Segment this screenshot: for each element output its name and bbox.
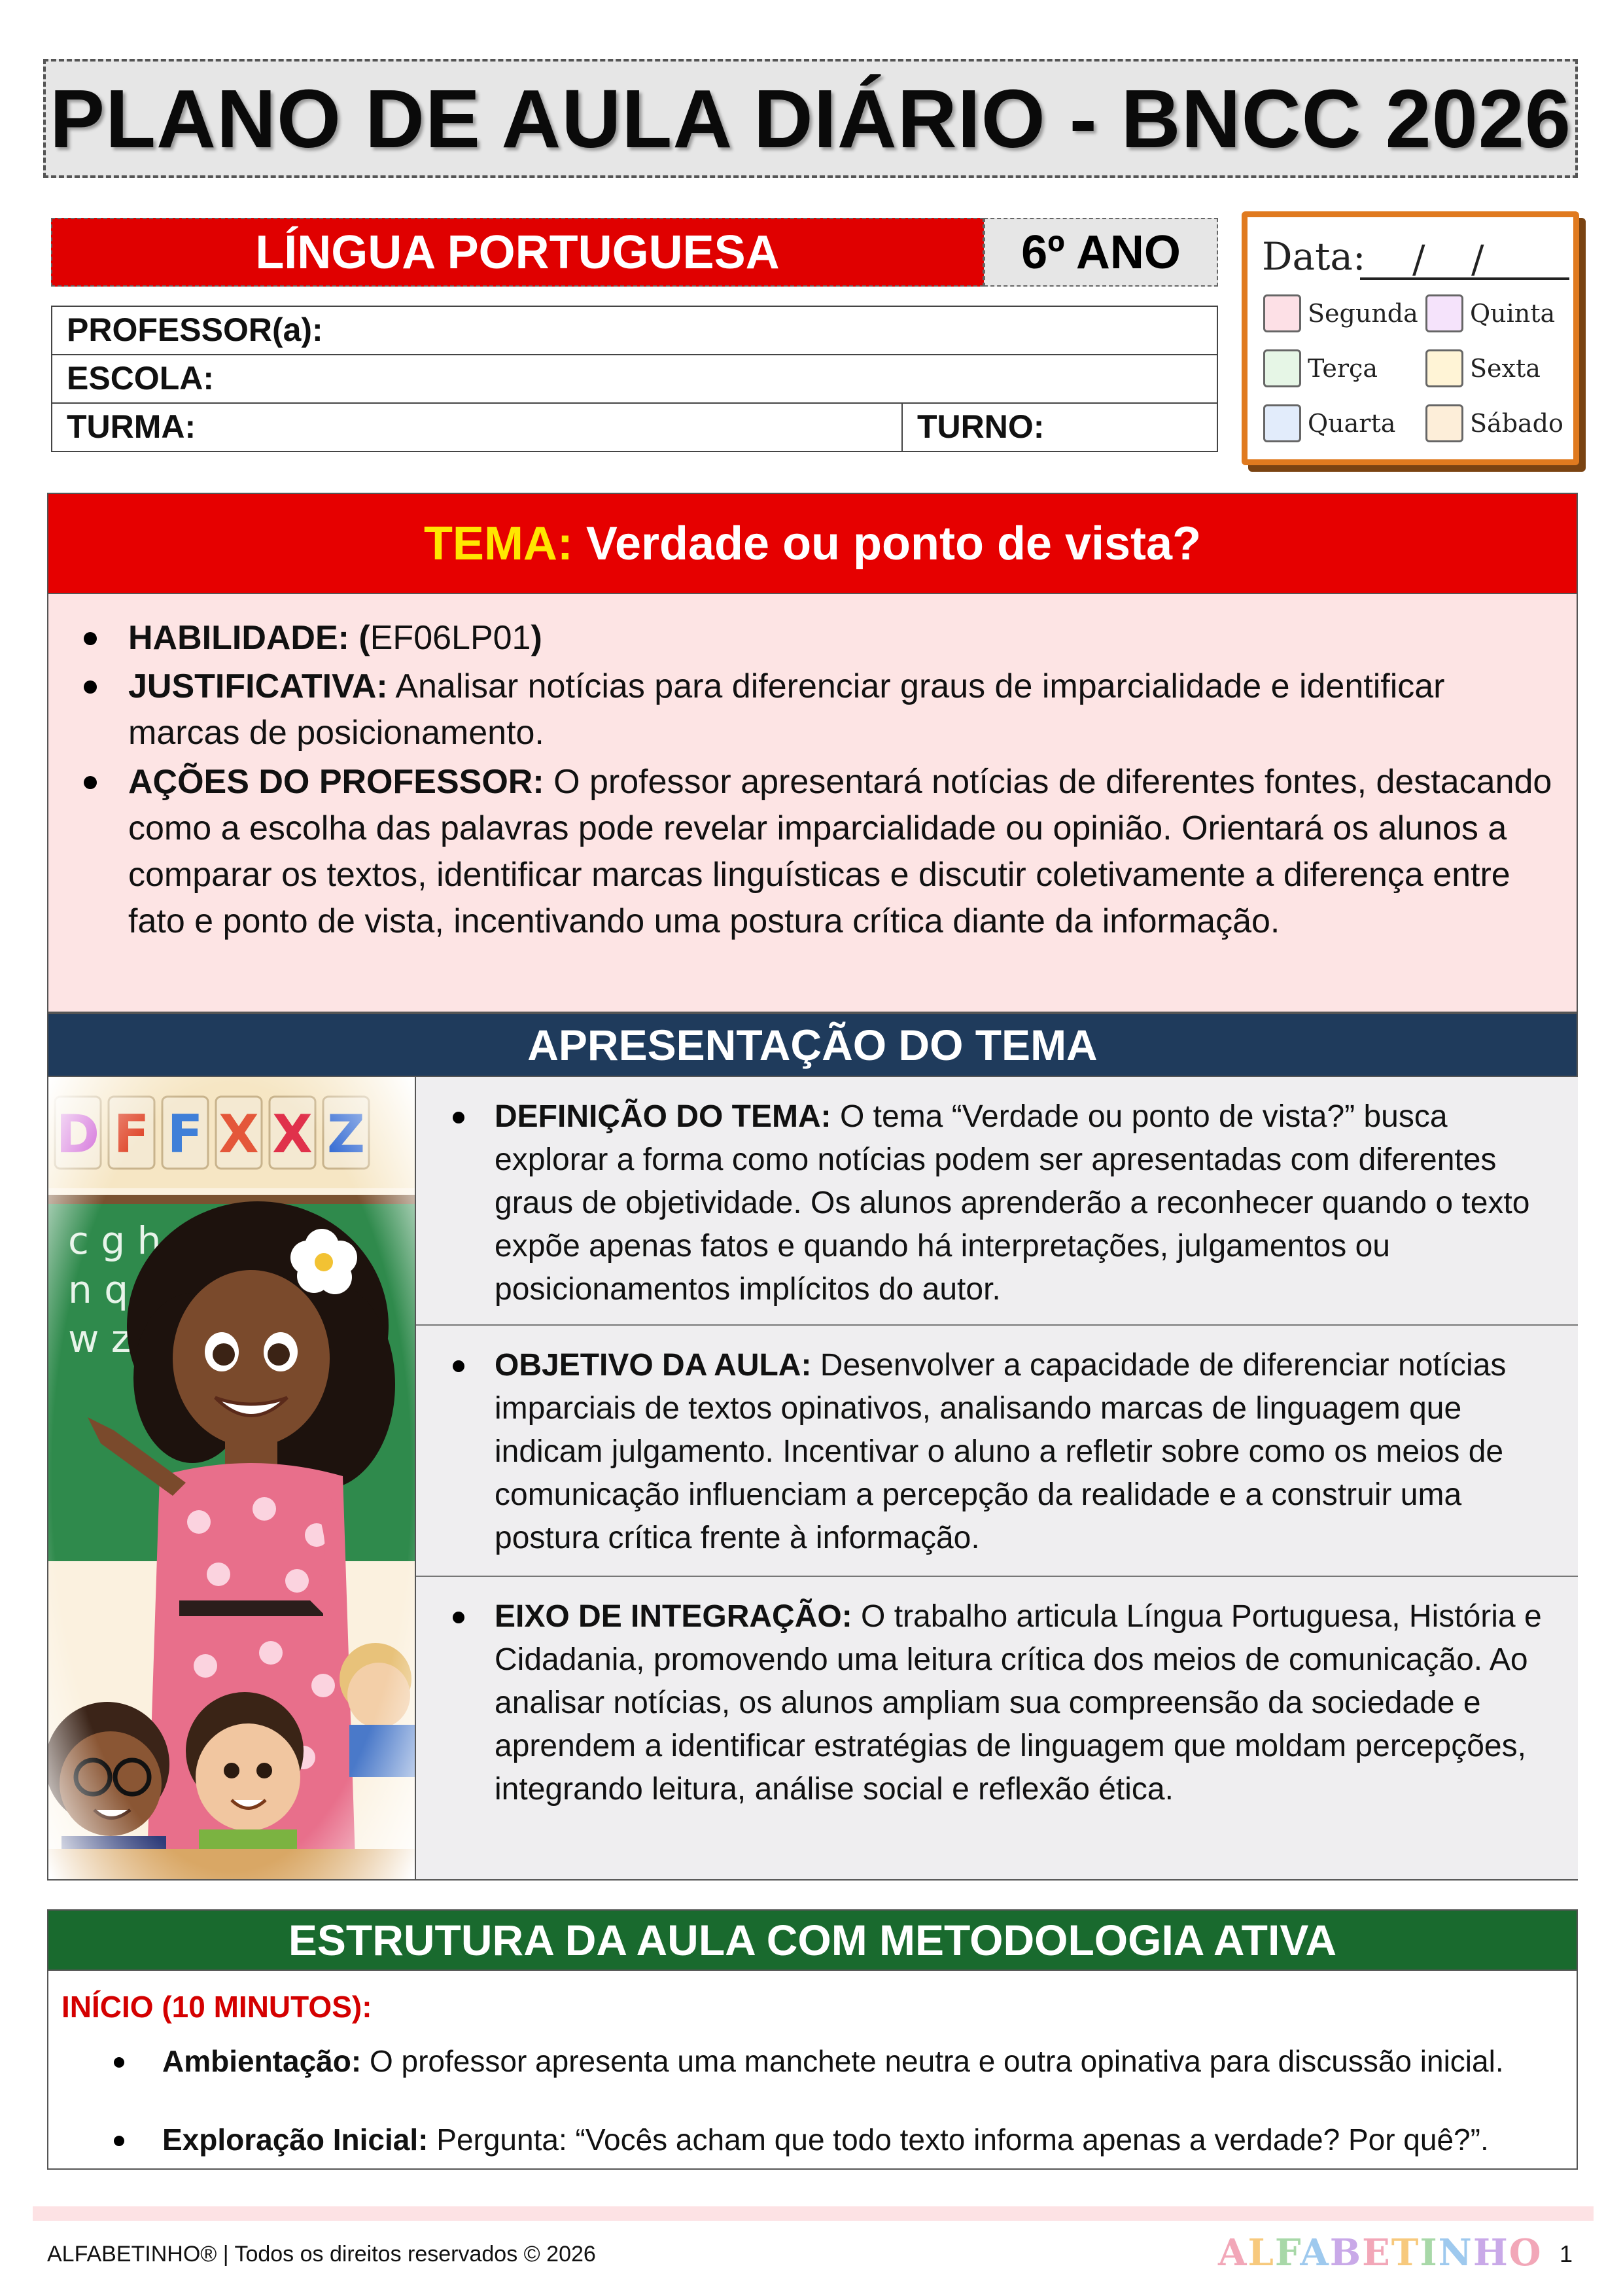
turno-label: TURNO: — [917, 408, 1045, 445]
professor-label: PROFESSOR(a): — [67, 311, 323, 348]
logo-letter: B — [1329, 2231, 1363, 2274]
professor-row[interactable] — [52, 307, 1217, 355]
tema-title — [424, 517, 1201, 571]
footer-logo — [1218, 2231, 1543, 2274]
footer-copyright: ALFABETINHO® | Todos os direitos reservados © 2026 — [47, 2242, 596, 2267]
definicao-item — [495, 1095, 1561, 1311]
habilidade-close: ) — [531, 619, 542, 657]
bullet — [84, 776, 97, 789]
logo-letter: O — [1509, 2231, 1543, 2274]
checkbox[interactable] — [1425, 349, 1463, 387]
logo-letter: A — [1218, 2231, 1248, 2274]
tema-body — [47, 594, 1578, 1013]
escola-row[interactable] — [52, 355, 1217, 404]
eixo-text: O trabalho articula Língua Portuguesa, História e Cidadania, promovendo uma leitura crítica dos meios de comunicação. Ao analisar notícias, os alunos ampliam sua compreensão da sociedade e aprendem a identificar estratégias de linguagem que moldam percepções, integrando leitura, análise social e reflexão ética. — [495, 1599, 1542, 1807]
checkbox[interactable] — [1263, 404, 1301, 442]
acoes-item — [128, 759, 1554, 945]
apresentacao-title: APRESENTAÇÃO DO TEMA — [527, 1021, 1098, 1069]
logo-letter: N — [1438, 2231, 1473, 2274]
objetivo-cell — [416, 1326, 1578, 1577]
checkbox[interactable] — [1263, 294, 1301, 332]
exploracao-item — [162, 2120, 1536, 2159]
tema-header — [47, 493, 1578, 594]
logo-letter: H — [1473, 2231, 1509, 2274]
eixo-label: EIXO DE INTEGRAÇÃO: — [495, 1599, 852, 1634]
teacher-illustration-image — [48, 1077, 415, 1879]
logo-letter: L — [1248, 2231, 1275, 2274]
subject-banner — [51, 218, 984, 287]
subject-label: LÍNGUA PORTUGUESA — [255, 226, 780, 279]
justificativa-label: JUSTIFICATIVA: — [128, 667, 388, 705]
date-slash: / — [1412, 237, 1425, 281]
ambientacao-text: O professor apresenta uma manchete neutra e outra opinativa para discussão inicial. — [369, 2044, 1504, 2078]
ambientacao-item — [162, 2041, 1536, 2081]
day-checkbox-segunda[interactable]: Segunda — [1263, 294, 1418, 332]
day-checkbox-sexta[interactable]: Sexta — [1425, 349, 1541, 387]
bullet — [114, 2136, 124, 2146]
objetivo-label: OBJETIVO DA AULA: — [495, 1348, 812, 1383]
page-title: PLANO DE AULA DIÁRIO - BNCC 2026 — [50, 72, 1571, 165]
grade-label: 6º ANO — [1021, 226, 1181, 279]
bullet — [453, 1360, 464, 1372]
row-divider — [901, 404, 903, 451]
logo-letter: A — [1300, 2231, 1330, 2274]
grade-banner — [984, 218, 1218, 287]
apresentacao-header — [47, 1013, 1578, 1077]
logo-letter: I — [1420, 2231, 1439, 2274]
definicao-text: O tema “Verdade ou ponto de vista?” busca explorar a forma como notícias podem ser apresentadas com diferentes graus de objetividade. Os alunos aprenderão a reconhecer quando o texto expõe apenas fatos e quando há interpretações, julgamentos ou posicionamentos implícitos do autor. — [495, 1099, 1530, 1307]
exploracao-label: Exploração Inicial: — [162, 2123, 428, 2157]
tema-value: Verdade ou ponto de vista? — [585, 517, 1202, 570]
ambientacao-label: Ambientação: — [162, 2044, 362, 2078]
eixo-cell — [416, 1577, 1578, 1879]
date-label: Data: — [1262, 234, 1366, 279]
justificativa-item — [128, 663, 1554, 756]
title-banner — [43, 59, 1578, 178]
bullet — [84, 632, 97, 645]
turma-label: TURMA: — [67, 408, 196, 445]
logo-letter: F — [1274, 2231, 1300, 2274]
objetivo-text: Desenvolver a capacidade de diferenciar notícias imparciais de textos opinativos, analisando marcas de linguagem que indicam julgamento. Incentivar o aluno a refletir sobre como os meios de comunicação influenciam a percepção da realidade e a construir uma postura crítica frente à informação. — [495, 1348, 1507, 1555]
date-card — [1242, 211, 1579, 465]
bullet — [453, 1612, 464, 1623]
acoes-label: AÇÕES DO PROFESSOR: — [128, 763, 544, 801]
day-checkbox-quarta[interactable]: Quarta — [1263, 404, 1395, 442]
eixo-item — [495, 1595, 1561, 1811]
page-number: 1 — [1560, 2240, 1573, 2267]
footer-band — [33, 2206, 1594, 2221]
estrutura-header — [47, 1909, 1578, 1971]
definicao-cell — [416, 1077, 1578, 1326]
date-field[interactable] — [1360, 237, 1569, 280]
turma-row[interactable] — [52, 404, 1217, 451]
habilidade-label: HABILIDADE: ( — [128, 619, 370, 657]
day-checkbox-quinta[interactable]: Quinta — [1425, 294, 1555, 332]
objetivo-item — [495, 1344, 1561, 1560]
acoes-text: O professor apresentará notícias de diferentes fontes, destacando como a escolha das palavras pode revelar imparcialidade ou opinião. Orientará os alunos a comparar os textos, identificar marcas linguísticas e discutir coletivamente a diferença entre fato e ponto de vista, incentivando uma postura crítica diante da informação. — [128, 763, 1552, 940]
tema-key: TEMA: — [423, 517, 573, 570]
bullet — [453, 1112, 464, 1123]
apresentacao-body — [47, 1077, 1578, 1881]
estrutura-body — [47, 1971, 1578, 2170]
estrutura-title: ESTRUTURA DA AULA COM METODOLOGIA ATIVA — [288, 1916, 1337, 1964]
habilidade-item — [128, 615, 1554, 662]
checkbox[interactable] — [1425, 404, 1463, 442]
day-checkbox-terca[interactable]: Terça — [1263, 349, 1378, 387]
date-slash: / — [1471, 237, 1484, 281]
justificativa-text: Analisar notícias para diferenciar graus de imparcialidade e identificar marcas de posicionamento. — [128, 667, 1445, 752]
habilidade-code: EF06LP01 — [370, 619, 531, 657]
teacher-info-table — [51, 306, 1218, 452]
logo-letter: E — [1362, 2231, 1391, 2274]
bullet — [114, 2057, 124, 2068]
escola-label: ESCOLA: — [67, 360, 214, 397]
definicao-label: DEFINIÇÃO DO TEMA: — [495, 1099, 831, 1134]
checkbox[interactable] — [1263, 349, 1301, 387]
logo-letter: T — [1391, 2231, 1420, 2274]
inicio-title: INÍCIO (10 MINUTOS): — [61, 1990, 372, 2024]
teacher-illustration — [48, 1077, 416, 1879]
bullet — [84, 680, 97, 694]
day-checkbox-sabado[interactable]: Sábado — [1425, 404, 1563, 442]
exploracao-text: Pergunta: “Vocês acham que todo texto informa apenas a verdade? Por quê?”. — [436, 2123, 1489, 2157]
checkbox[interactable] — [1425, 294, 1463, 332]
